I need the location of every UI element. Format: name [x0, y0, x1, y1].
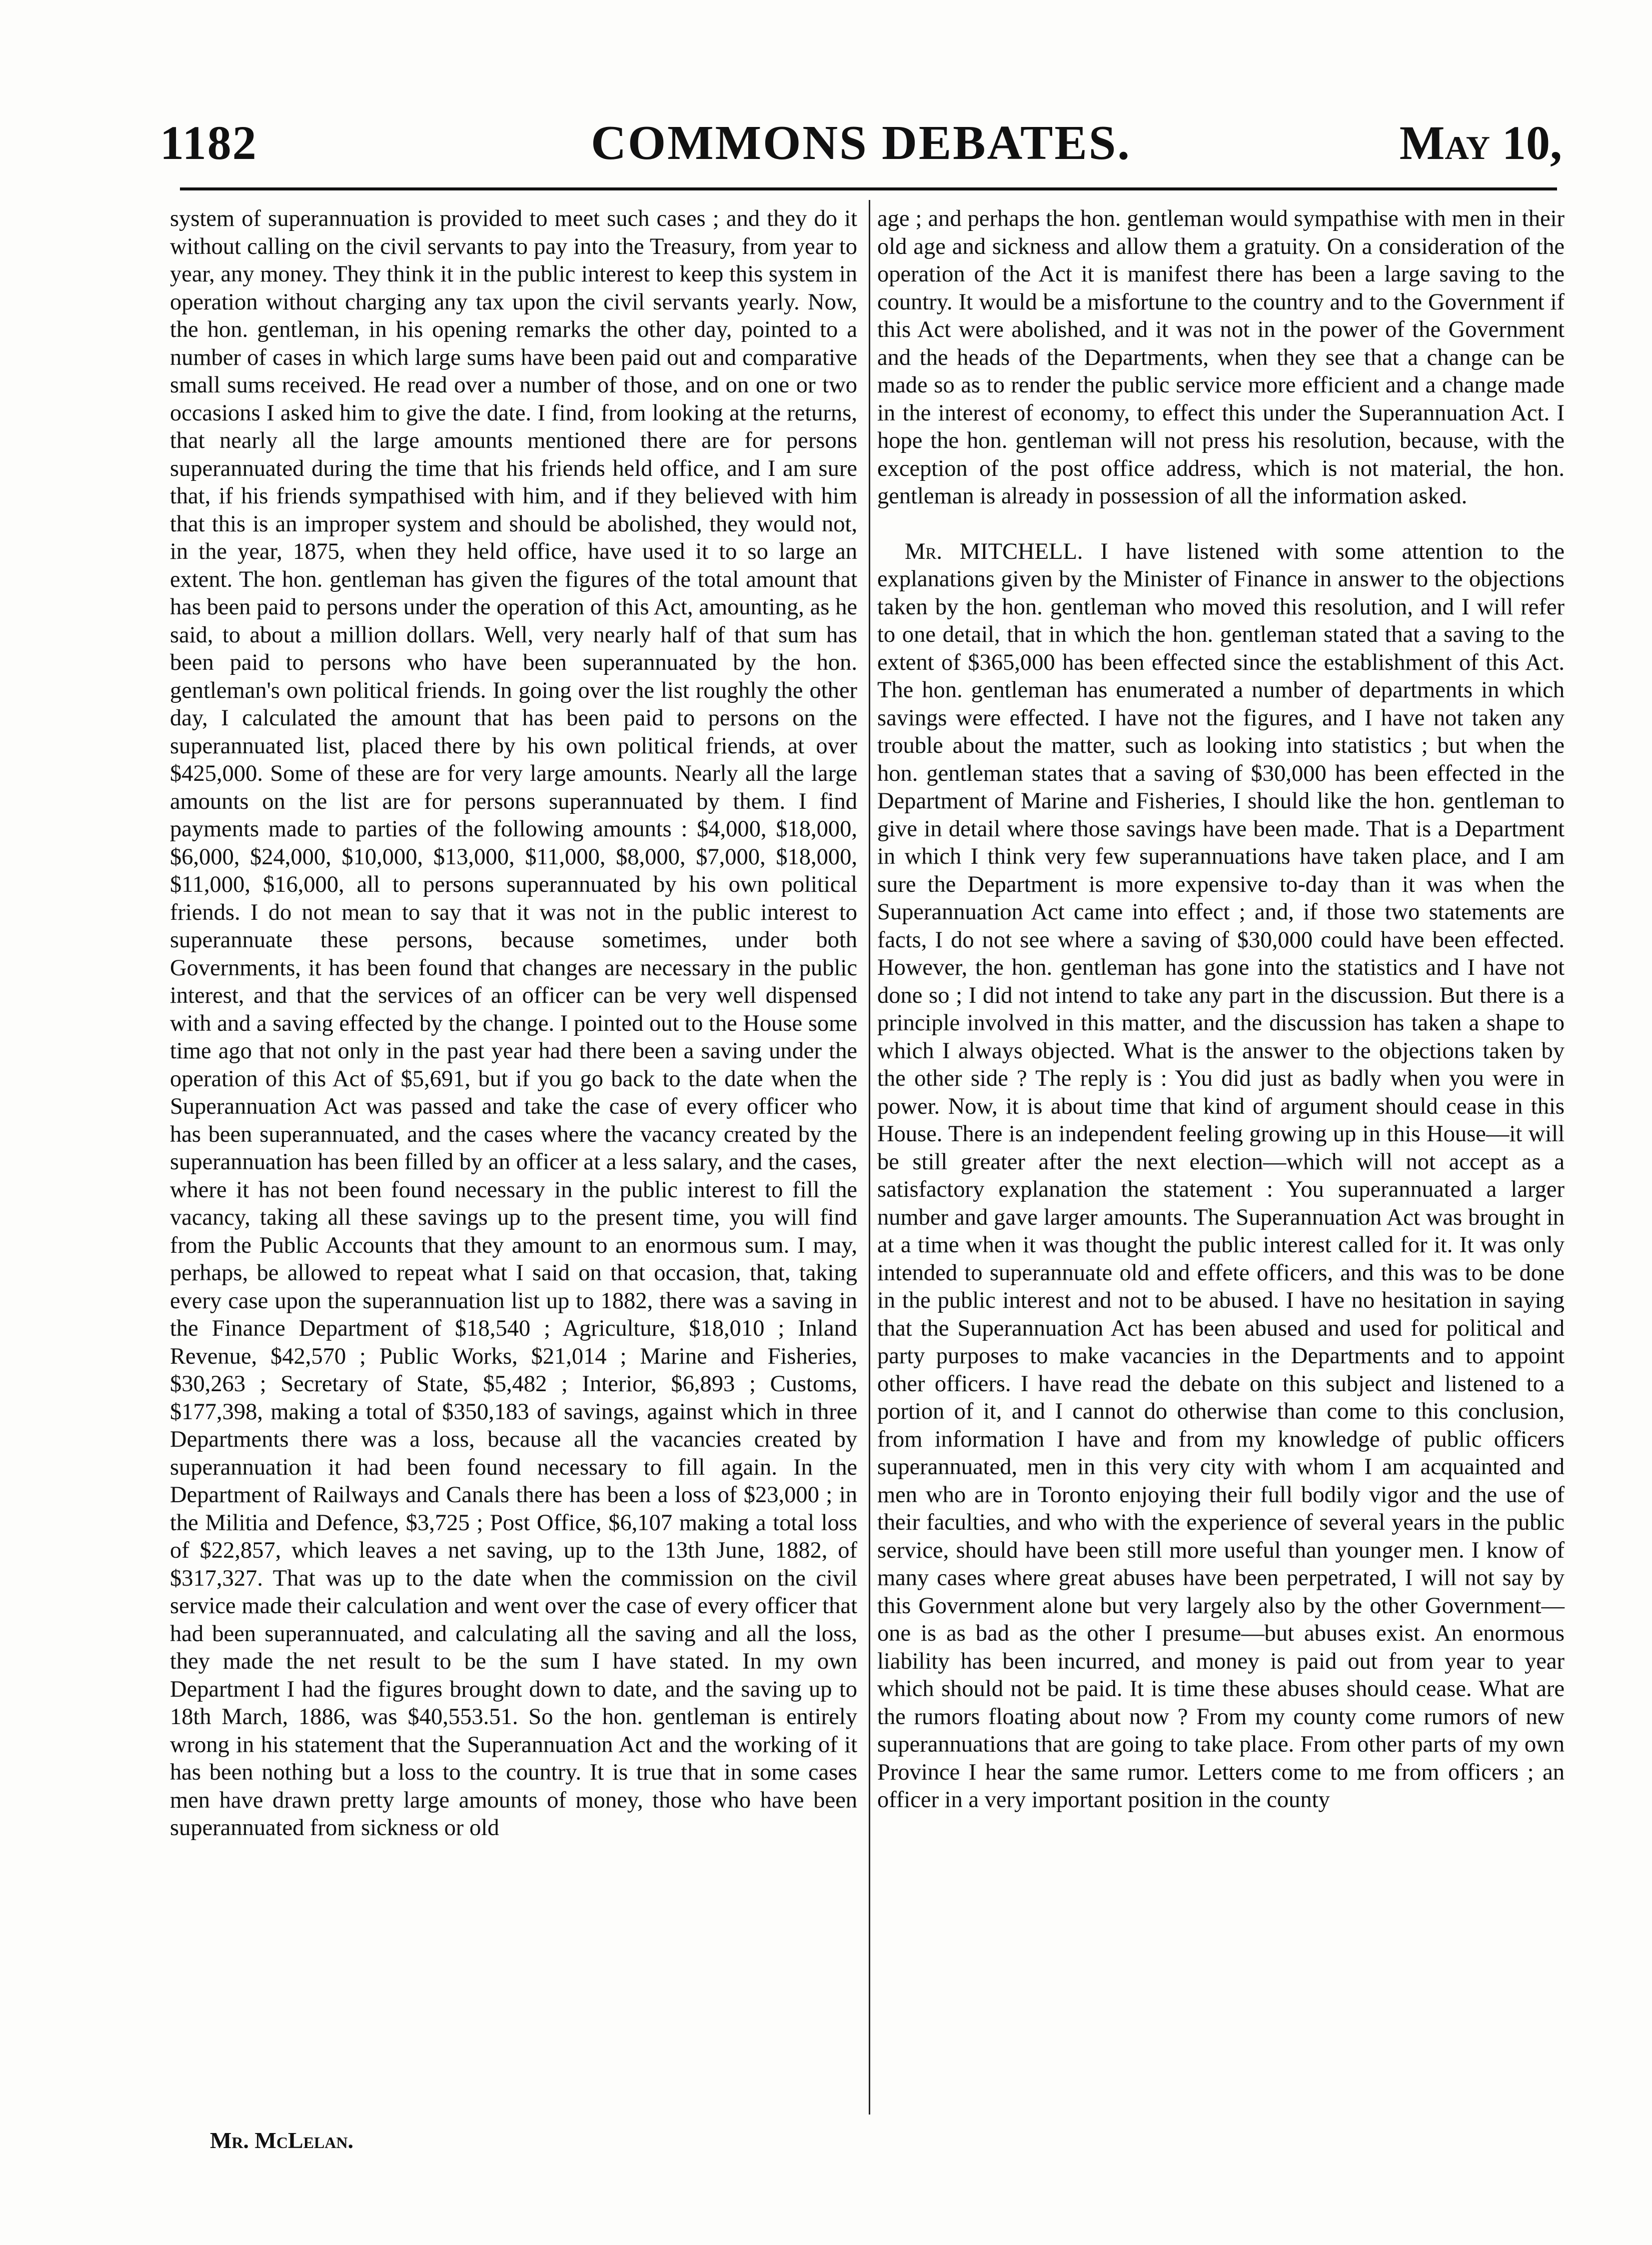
speaker-name: Mr. MITCHELL.: [905, 538, 1083, 564]
right-column: [877, 205, 1565, 1814]
left-column: [170, 205, 857, 1842]
page-number: 1182: [160, 116, 257, 169]
right-paragraph-1: age ; and perhaps the hon. gentleman would sympathise with men in their old age and sickness and allow them a gratuity. On a consideration of the operation of the Act it is manifest there has been a large saving to the country. It would be a misfortune to the country and to the Government if this Act were abolished, and it was not in the power of the Government and the heads of the Departments, when they see that a change can be made so as to render the public service more efficient and a change made in the interest of economy, to effect this under the Superannuation Act. I hope the hon. gentleman will not press his resolution, because, with the exception of the post office address, which is not material, the hon. gentleman is already in possession of all the information asked.: [877, 206, 1565, 509]
footer-speaker-name: Mr. McLelan.: [210, 2128, 354, 2153]
header-date: May 10,: [1399, 116, 1562, 169]
column-divider: [869, 200, 870, 2115]
left-column-text: system of superannuation is provided to meet such cases ; and they do it without calling on the civil servants to pay into the Treasury, from year to year, any money. They think it in the public interest to keep this system in operation without charging any tax upon the civil servants yearly. Now, the hon. gentleman, in his opening remarks the other day, pointed to a number of cases in which large sums have been paid out and comparative small sums received. He read over a number of those, and on one or two occasions I asked him to give the date. I find, from looking at the returns, that nearly all the large amounts mentioned there are for persons superannuated during the time that his friends held office, and I am sure that, if his friends sympathised with him, and if they believed with him that this is an improper system and should be abolished, they would not, in the year, 1875, when they held office, have used it to so large an extent. The hon. gentleman has given the figures of the total amount that has been paid to persons under the operation of this Act, amounting, as he said, to about a million dollars. Well, very nearly half of that sum has been paid to persons who have been superannuated by the hon. gentleman's own political friends. In going over the list roughly the other day, I calculated the amount that has been paid to persons on the superannuated list, placed there by his own political friends, at over $425,000. Some of these are for very large amounts. Nearly all the large amounts on the list are for persons superannuated by them. I find payments made to parties of the following amounts : $4,000, $18,000, $6,000, $24,000, $10,000, $13,000, $11,000, $8,000, $7,000, $18,000, $11,000, $16,000, all to persons superannuated by his own political friends. I do not mean to say that it was not in the public interest to superannuate these persons, because sometimes, under both Governments, it has been found that changes are necessary in the public interest, and that the services of an officer can be very well dispensed with and a saving effected by the change. I pointed out to the House some time ago that not only in the past year had there been a saving under the operation of this Act of $5,691, but if you go back to the date when the Superannuation Act was passed and take the case of every officer who has been superannuated, and the cases where the vacancy created by the superannuation has been filled by an officer at a less salary, and the cases, where it has not been found necessary in the public interest to fill the vacancy, taking all these savings up to the present time, you will find from the Public Accounts that they amount to an enormous sum. I may, perhaps, be allowed to repeat what I said on that occasion, that, taking every case upon the superannuation list up to 1882, there was a saving in the Finance Department of $18,540 ; Agriculture, $18,010 ; Inland Revenue, $42,570 ; Public Works, $21,014 ; Marine and Fisheries, $30,263 ; Secretary of State, $5,482 ; Interior, $6,893 ; Customs, $177,398, making a total of $350,183 of savings, against which in three Departments there was a loss, because all the vacancies created by superannuation it had been found necessary to fill again. In the Department of Railways and Canals there has been a loss of $23,000 ; in the Militia and Defence, $3,725 ; Post Office, $6,107 making a total loss of $22,857, which leaves a net saving, up to the 13th June, 1882, of $317,327. That was up to the date when the commission on the civil service made their calculation and went over the case of every officer that had been superannuated, and calculating all the saving and all the loss, they made the net result to be the sum I have stated. In my own Department I had the figures brought down to date, and the saving up to 18th March, 1886, was $40,553.51. So the hon. gentleman is entirely wrong in his statement that the Superannuation Act and the working of it has been nothing but a loss to the country. It is true that in some cases men have drawn pretty large amounts of money, those who have been superannuated from sickness or old: [170, 206, 857, 1841]
publication-title: COMMONS DEBATES.: [591, 116, 1131, 170]
page-header: [160, 115, 1562, 185]
header-rule: [180, 187, 1557, 190]
right-paragraph-2: [877, 538, 1565, 1814]
speech-text: I have listened with some attention to the explanations given by the Minister of Finance in answer to the objections taken by the hon. gentleman who moved this resolution, and I will refer to one detail, that in which the hon. gentleman stated that a saving to the extent of $365,000 has been effected since the establishment of this Act. The hon. gentleman has enumerated a number of departments in which savings were effected. I have not the figures, and I have not taken any trouble about the matter, such as looking into statistics ; but when the hon. gentleman states that a saving of $30,000 has been effected in the Department of Marine and Fisheries, I should like the hon. gentleman to give in detail where those savings have been made. That is a Department in which I think very few superannuations have taken place, and I am sure the Department is more expensive to-day than it was when the Superannuation Act came into effect ; and, if those two statements are facts, I do not see where a saving of $30,000 could have been effected. However, the hon. gentleman has gone into the statistics and I have not done so ; I did not intend to take any part in the discussion. But there is a principle involved in this matter, and the discussion has taken a shape to which I always objected. What is the answer to the objections taken by the other side ? The reply is : You did just as badly when you were in power. Now, it is about time that kind of argument should cease in this House. There is an independent feeling growing up in this House—it will be still greater after the next election—which will not accept as a satisfactory explanation the statement : You superannuated a larger number and gave larger amounts. The Superannuation Act was brought in at a time when it was thought the public interest called for it. It was only intended to superannuate old and effete officers, and this was to be done in the public interest and not to be abused. I have no hesitation in saying that the Superannuation Act has been abused and used for political and party purposes to make vacancies in the Departments and to appoint other officers. I have read the debate on this subject and listened to a portion of it, and I cannot do otherwise than come to this conclusion, from information I have and from my knowledge of public officers superannuated, men in this very city with whom I am acquainted and men who are in Toronto enjoying their full bodily vigor and the use of their faculties, and who with the experience of several years in the public service, should have been still more useful than younger men. I know of many cases where great abuses have been perpetrated, I will not say by this Government alone but very largely also by the other Government—one is as bad as the other I presume—but abuses exist. An enormous liability has been incurred, and money is paid out from year to year which should not be paid. It is time these abuses should cease. What are the rumors floating about now ? From my county come rumors of new superannuations that are going to take place. From other parts of my own Province I hear the same rumor. Letters come to me from officers ; an officer in a very important position in the county: [877, 538, 1565, 1813]
